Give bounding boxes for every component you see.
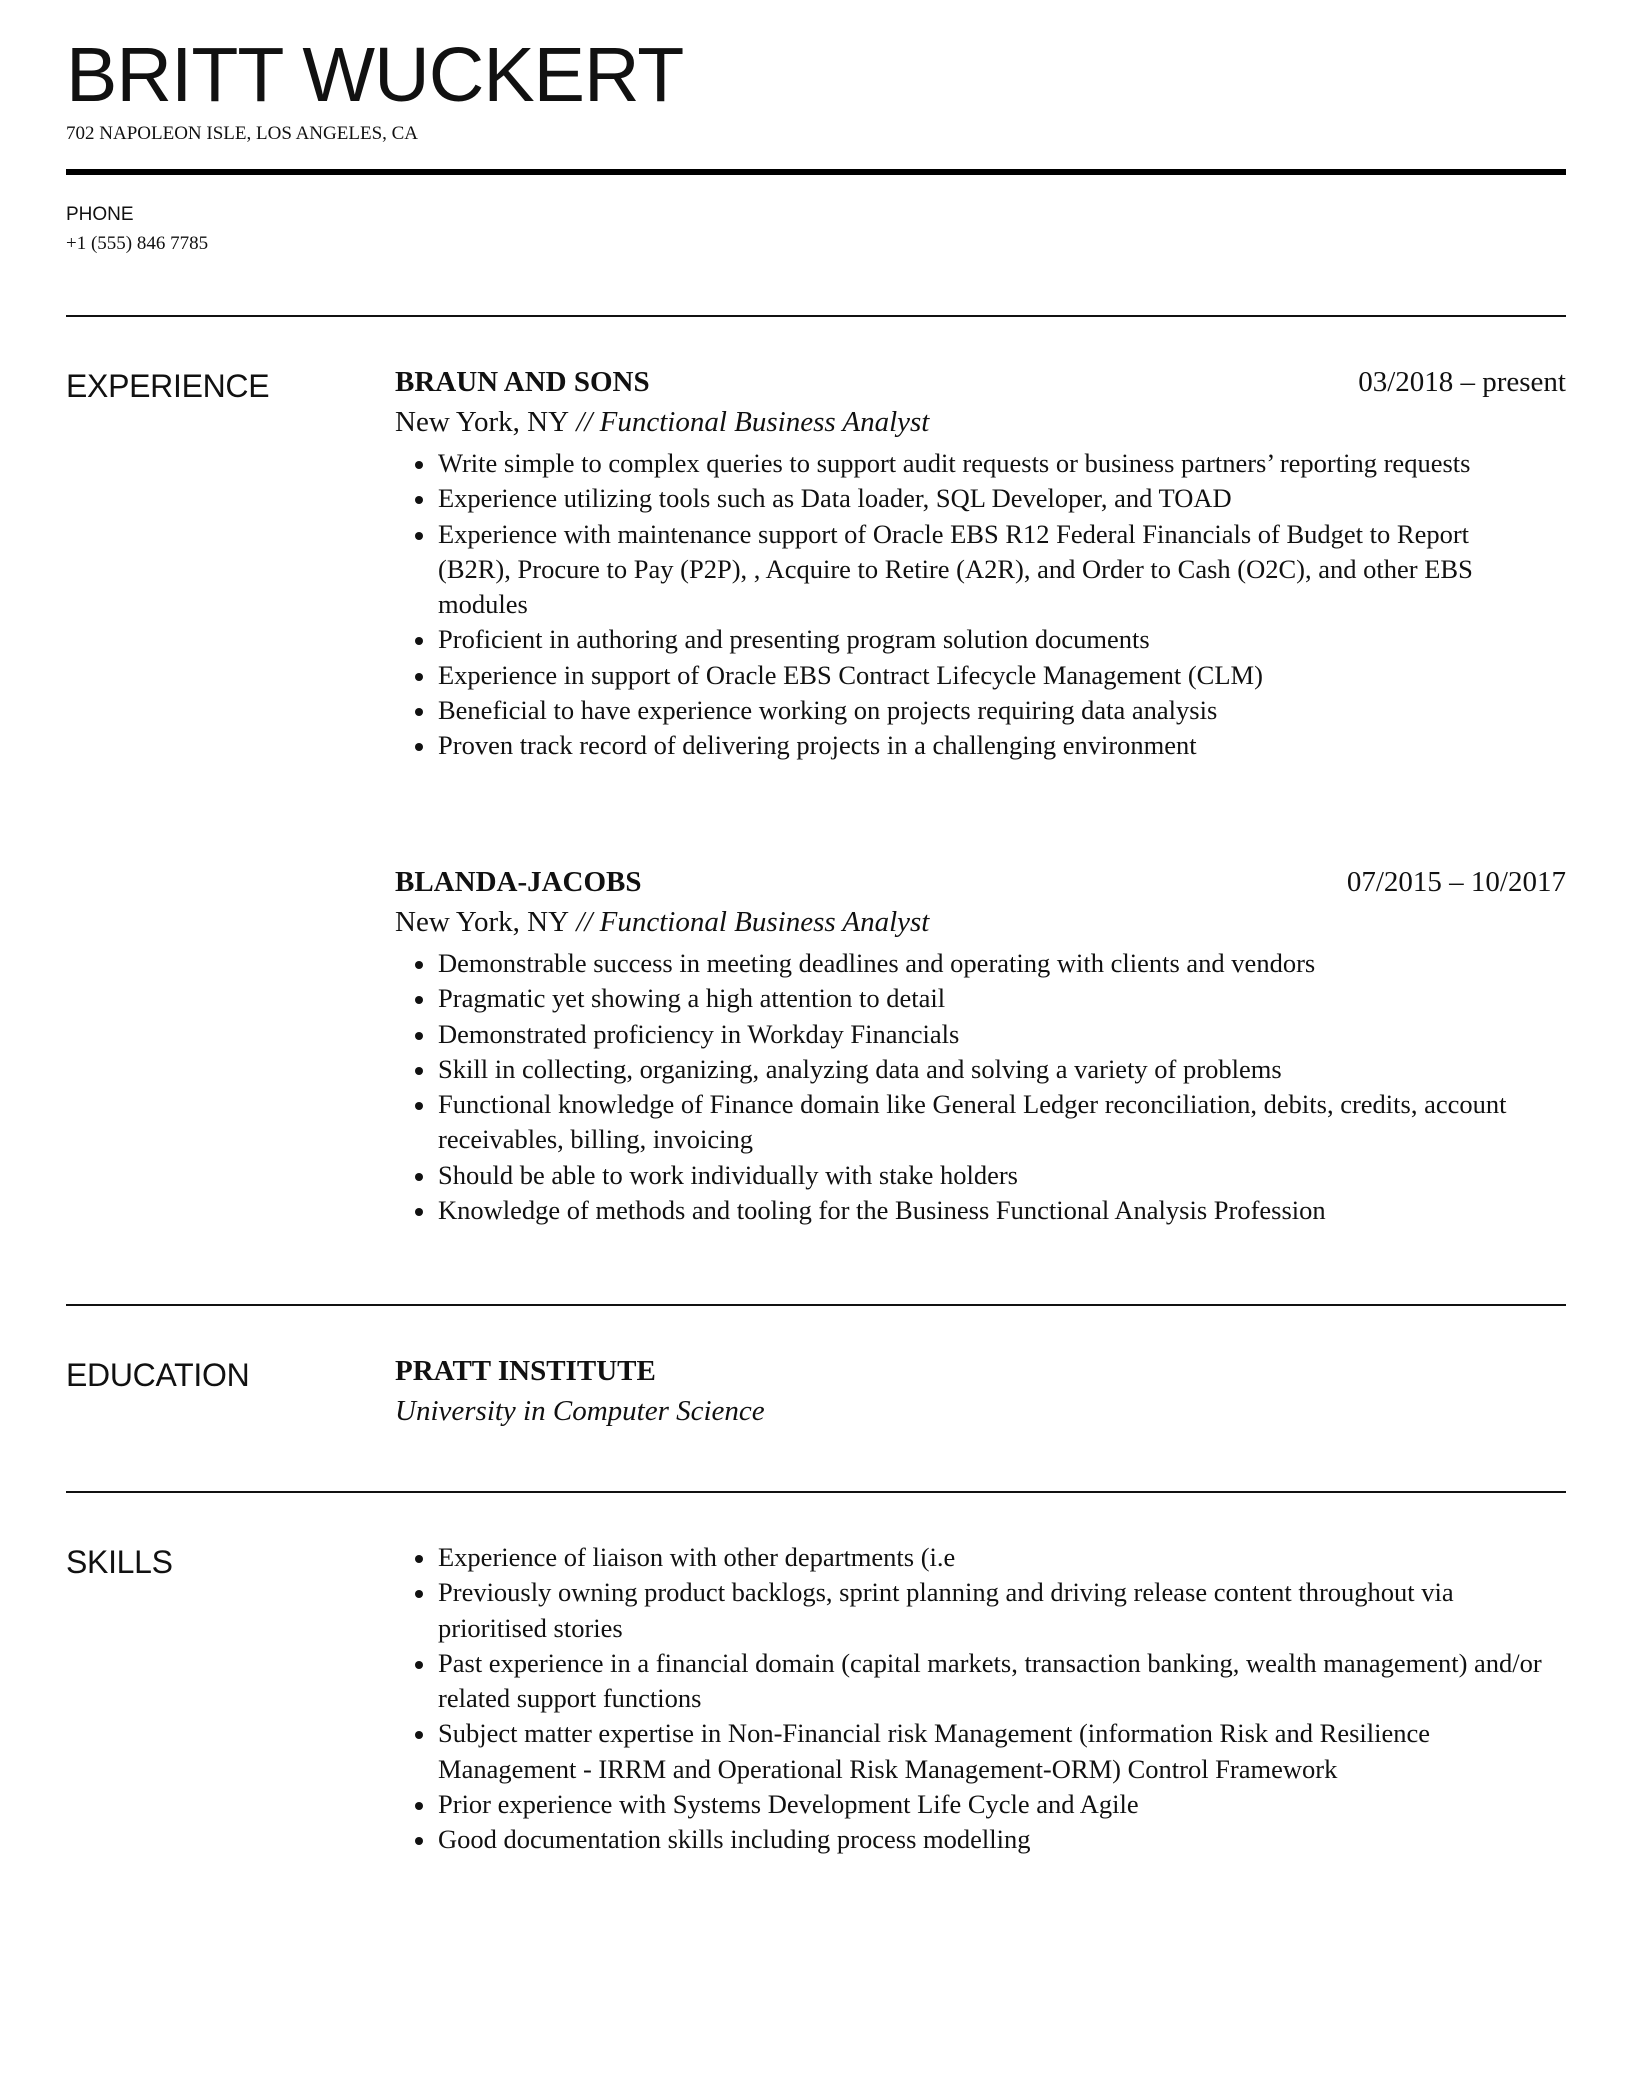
job-location: New York, NY	[395, 906, 570, 938]
skills-list	[395, 1540, 1566, 1858]
list-item: Knowledge of methods and tooling for the Business Functional Analysis Profession	[395, 1193, 1548, 1228]
job-separator: //	[569, 906, 600, 938]
experience-section-label: EXPERIENCE	[66, 368, 270, 404]
resume-page	[66, 0, 1566, 2098]
list-item: Write simple to complex queries to support audit requests or business partners’ reporting requests	[395, 446, 1548, 481]
list-item: Functional knowledge of Finance domain like General Ledger reconciliation, debits, credits, account receivables, billing, invoicing	[395, 1087, 1548, 1158]
education-section-label: EDUCATION	[66, 1357, 250, 1393]
job-subline	[395, 902, 1566, 942]
list-item: Demonstrated proficiency in Workday Financials	[395, 1017, 1548, 1052]
section-divider	[66, 1304, 1566, 1306]
list-item: Prior experience with Systems Development Life Cycle and Agile	[395, 1787, 1548, 1822]
skills-entry	[395, 1540, 1566, 1858]
list-item: Good documentation skills including process modelling	[395, 1822, 1548, 1857]
job-role: Functional Business Analyst	[599, 906, 930, 938]
list-item: Should be able to work individually with stake holders	[395, 1158, 1548, 1193]
list-item: Beneficial to have experience working on projects requiring data analysis	[395, 693, 1548, 728]
list-item: Proficient in authoring and presenting program solution documents	[395, 622, 1548, 657]
section-divider	[66, 315, 1566, 317]
education-degree: University in Computer Science	[395, 1395, 765, 1427]
candidate-name: BRITT WUCKERT	[66, 32, 684, 118]
job-entry	[395, 362, 1566, 764]
list-item: Experience in support of Oracle EBS Contract Lifecycle Management (CLM)	[395, 658, 1548, 693]
list-item: Subject matter expertise in Non-Financial risk Management (information Risk and Resilience Management - IRRM and Operational Risk Management-ORM) Control Framework	[395, 1716, 1548, 1787]
job-dates: 03/2018 – present	[1358, 366, 1566, 398]
job-bullets	[395, 946, 1566, 1228]
header-divider	[66, 169, 1566, 175]
education-school: PRATT INSTITUTE	[395, 1355, 656, 1387]
list-item: Previously owning product backlogs, sprint planning and driving release content throughout via prioritised stories	[395, 1575, 1548, 1646]
list-item: Past experience in a financial domain (capital markets, transaction banking, wealth management) and/or related support functions	[395, 1646, 1548, 1717]
skills-section-label: SKILLS	[66, 1544, 173, 1580]
job-company: BRAUN AND SONS	[395, 366, 650, 398]
list-item: Experience with maintenance support of Oracle EBS R12 Federal Financials of Budget to Report (B2R), Procure to Pay (P2P), , Acquire to Retire (A2R), and Order to Cash (O2C), and other EBS modules	[395, 517, 1548, 623]
job-dates: 07/2015 – 10/2017	[1346, 866, 1566, 898]
education-entry	[395, 1351, 1566, 1431]
job-separator: //	[569, 406, 600, 438]
list-item: Demonstrable success in meeting deadlines and operating with clients and vendors	[395, 946, 1548, 981]
job-bullets	[395, 446, 1566, 764]
phone-label: PHONE	[66, 204, 134, 225]
job-location: New York, NY	[395, 406, 570, 438]
list-item: Proven track record of delivering projects in a challenging environment	[395, 728, 1548, 763]
section-divider	[66, 1491, 1566, 1493]
job-role: Functional Business Analyst	[599, 406, 930, 438]
list-item: Experience of liaison with other departments (i.e	[395, 1540, 1548, 1575]
list-item: Pragmatic yet showing a high attention to detail	[395, 981, 1548, 1016]
candidate-address: 702 NAPOLEON ISLE, LOS ANGELES, CA	[66, 123, 419, 144]
job-company: BLANDA-JACOBS	[395, 866, 642, 898]
list-item: Experience utilizing tools such as Data loader, SQL Developer, and TOAD	[395, 481, 1548, 516]
job-entry	[395, 862, 1566, 1228]
phone-number: +1 (555) 846 7785	[66, 233, 209, 254]
job-subline	[395, 402, 1566, 442]
list-item: Skill in collecting, organizing, analyzing data and solving a variety of problems	[395, 1052, 1548, 1087]
